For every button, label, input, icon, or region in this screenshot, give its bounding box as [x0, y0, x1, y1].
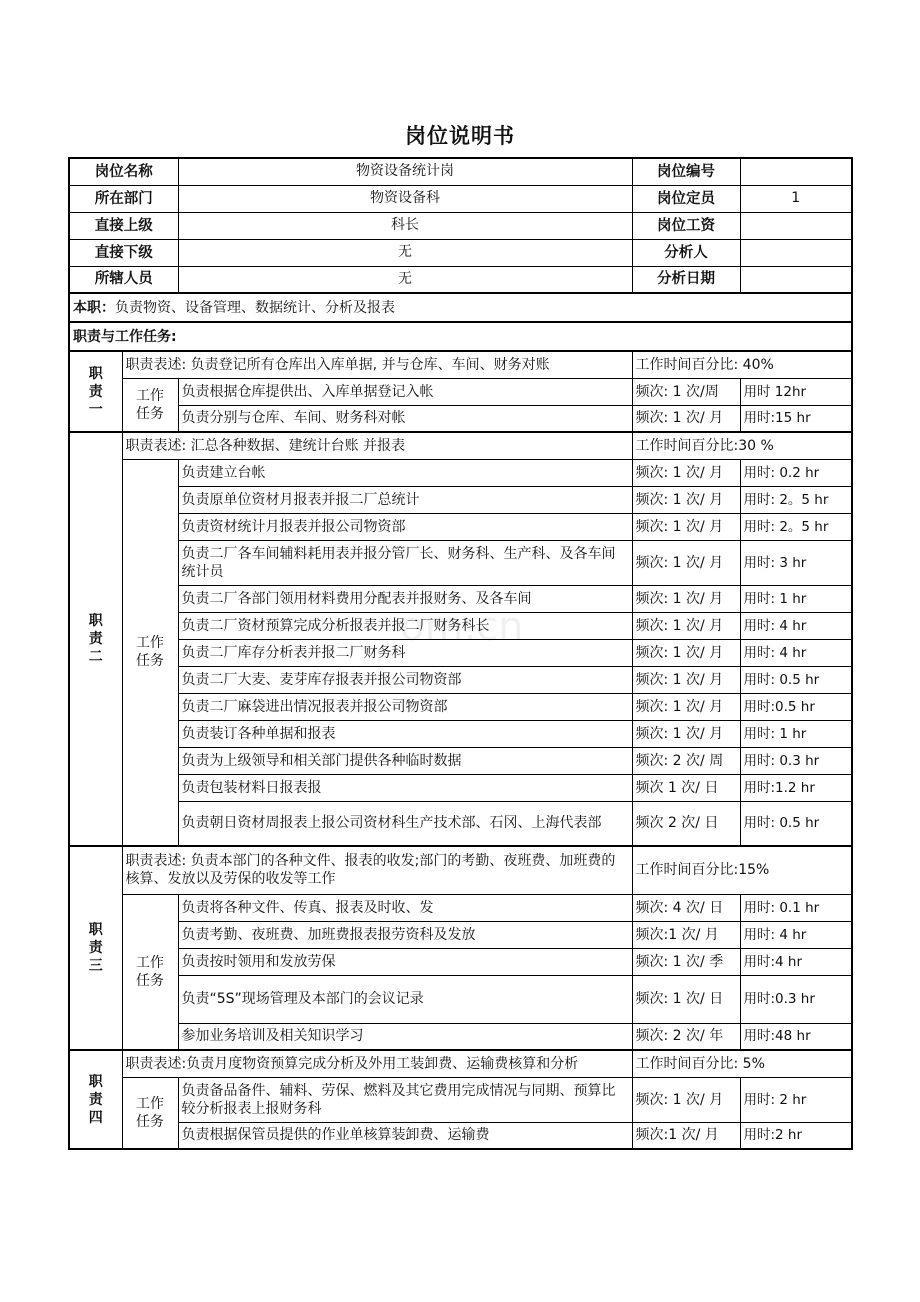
task-hours: 用时: 1 hr	[740, 585, 852, 612]
task-label-part: 任务	[136, 653, 164, 670]
task-hours: 用时: 0.5 hr	[740, 801, 852, 846]
task-label	[122, 459, 178, 846]
info-row	[69, 185, 852, 212]
responsibility-desc-row	[69, 432, 852, 459]
task-text: 负责二厂各车间辅料耗用表并报分管厂长、财务科、生产科、及各车间统计员	[178, 540, 632, 585]
info-label: 所在部门	[69, 185, 178, 212]
task-frequency: 频次: 1 次/ 月	[632, 540, 740, 585]
task-label	[122, 378, 178, 432]
section-title: 职责与工作任务:	[69, 322, 852, 351]
task-frequency: 频次: 1 次/ 日	[632, 975, 740, 1023]
work-time-percent: 工作时间百分比:15%	[632, 846, 852, 894]
task-row	[69, 666, 852, 693]
task-row	[69, 720, 852, 747]
info-label: 所辖人员	[69, 266, 178, 293]
task-frequency: 频次:1 次/ 月	[632, 1122, 740, 1149]
task-frequency: 频次: 1 次/ 月	[632, 486, 740, 513]
task-hours: 用时:0.5 hr	[740, 693, 852, 720]
responsibility-head-char: 责	[88, 383, 103, 400]
task-label-part: 任务	[136, 1113, 164, 1130]
work-time-percent: 工作时间百分比: 40%	[632, 351, 852, 378]
task-frequency: 频次 1 次/ 日	[632, 774, 740, 801]
task-hours: 用时: 1 hr	[740, 720, 852, 747]
task-label-part: 工作	[136, 954, 164, 971]
task-row	[69, 894, 852, 921]
duty-label: 本职：	[73, 299, 115, 316]
info-value: 无	[178, 266, 632, 293]
task-text: 负责按时领用和发放劳保	[178, 948, 632, 975]
responsibility-head-char: 一	[88, 401, 103, 418]
task-frequency: 频次:1 次/ 月	[632, 921, 740, 948]
responsibility-head-char: 三	[88, 958, 103, 974]
responsibility-desc-row	[69, 846, 852, 894]
task-row	[69, 801, 852, 846]
task-text: 负责将各种文件、传真、报表及时收、发	[178, 894, 632, 921]
task-row	[69, 639, 852, 666]
task-text: 负责考勤、夜班费、加班费报表报劳资科及发放	[178, 921, 632, 948]
task-frequency: 频次: 1 次/周	[632, 378, 740, 405]
task-hours: 用时:0.3 hr	[740, 975, 852, 1023]
task-row	[69, 612, 852, 639]
task-row	[69, 1023, 852, 1050]
task-hours: 用时:1.2 hr	[740, 774, 852, 801]
task-hours: 用时: 0.5 hr	[740, 666, 852, 693]
task-row	[69, 774, 852, 801]
task-hours: 用时: 4 hr	[740, 612, 852, 639]
task-frequency: 频次: 1 次/ 月	[632, 639, 740, 666]
responsibility-desc-row	[69, 1050, 852, 1077]
info-value	[740, 212, 852, 239]
task-text: 负责备品备件、辅料、劳保、燃料及其它费用完成情况与同期、预算比较分析报表上报财务科	[178, 1077, 632, 1122]
responsibility-head	[69, 1050, 122, 1149]
task-text: 负责建立台帐	[178, 459, 632, 486]
info-row	[69, 212, 852, 239]
info-label: 岗位定员	[632, 185, 740, 212]
task-text: 负责“5S”现场管理及本部门的会议记录	[178, 975, 632, 1023]
responsibility-desc: 职责表述: 负责本部门的各种文件、报表的收发;部门的考勤、夜班费、加班费的核算、发放以及劳保的收发等工作	[122, 846, 632, 894]
task-row	[69, 948, 852, 975]
responsibility-head-char: 职	[88, 365, 103, 382]
task-hours: 用时: 2。5 hr	[740, 486, 852, 513]
info-label: 岗位名称	[69, 158, 178, 185]
info-value: 物资设备统计岗	[178, 158, 632, 185]
task-hours: 用时: 0.2 hr	[740, 459, 852, 486]
task-frequency: 频次: 1 次/ 月	[632, 513, 740, 540]
info-row	[69, 239, 852, 266]
document-title: 岗位说明书	[405, 124, 515, 148]
task-frequency: 频次: 4 次/ 日	[632, 894, 740, 921]
responsibility-head-char: 四	[88, 1109, 103, 1126]
task-row	[69, 405, 852, 432]
task-hours: 用时:2 hr	[740, 1122, 852, 1149]
responsibility-head-char: 二	[88, 649, 103, 665]
task-label-part: 工作	[136, 635, 164, 652]
responsibility-head	[69, 846, 122, 1050]
task-row	[69, 1077, 852, 1122]
task-hours: 用时:4 hr	[740, 948, 852, 975]
task-row	[69, 693, 852, 720]
responsibility-desc: 职责表述:负责月度物资预算完成分析及外用工装卸费、运输费核算和分析	[122, 1050, 632, 1077]
task-row	[69, 513, 852, 540]
task-hours: 用时: 0.1 hr	[740, 894, 852, 921]
responsibility-head	[69, 351, 122, 432]
watermark: om.cn	[400, 604, 524, 650]
info-label: 分析日期	[632, 266, 740, 293]
task-row	[69, 585, 852, 612]
task-text: 负责二厂资材预算完成分析报表并报二厂财务科长	[178, 612, 632, 639]
task-frequency: 频次 2 次/ 日	[632, 801, 740, 846]
task-hours: 用时 12hr	[740, 378, 852, 405]
task-hours: 用时: 2 hr	[740, 1077, 852, 1122]
task-frequency: 频次: 1 次/ 月	[632, 459, 740, 486]
task-text: 负责根据仓库提供出、入库单据登记入帐	[178, 378, 632, 405]
task-text: 负责为上级领导和相关部门提供各种临时数据	[178, 747, 632, 774]
task-text: 参加业务培训及相关知识学习	[178, 1023, 632, 1050]
task-hours: 用时: 4 hr	[740, 921, 852, 948]
task-label-part: 任务	[136, 972, 164, 989]
responsibility-head	[69, 432, 122, 846]
task-text: 负责根据保管员提供的作业单核算装卸费、运输费	[178, 1122, 632, 1149]
work-time-percent: 工作时间百分比:30 %	[632, 432, 852, 459]
info-label: 直接下级	[69, 239, 178, 266]
responsibility-head-char: 责	[88, 1091, 103, 1108]
task-frequency: 频次: 1 次/ 季	[632, 948, 740, 975]
task-row	[69, 921, 852, 948]
task-label	[122, 894, 178, 1050]
info-label: 岗位编号	[632, 158, 740, 185]
task-frequency: 频次: 1 次/ 月	[632, 585, 740, 612]
task-text: 负责二厂大麦、麦芽库存报表并报公司物资部	[178, 666, 632, 693]
task-row	[69, 747, 852, 774]
task-frequency: 频次: 1 次/ 月	[632, 1077, 740, 1122]
task-label-part: 任务	[136, 405, 164, 422]
task-hours: 用时:48 hr	[740, 1023, 852, 1050]
task-text: 负责资材统计月报表并报公司物资部	[178, 513, 632, 540]
info-value: 1	[740, 185, 852, 212]
info-row	[69, 158, 852, 185]
info-label: 岗位工资	[632, 212, 740, 239]
responsibility-head-char: 职	[88, 922, 103, 938]
task-hours: 用时: 2。5 hr	[740, 513, 852, 540]
task-row	[69, 975, 852, 1023]
task-text: 负责二厂库存分析表并报二厂财务科	[178, 639, 632, 666]
responsibility-desc: 职责表述: 负责登记所有仓库出入库单据, 并与仓库、车间、财务对账	[122, 351, 632, 378]
info-value: 科长	[178, 212, 632, 239]
task-frequency: 频次: 1 次/ 月	[632, 612, 740, 639]
task-hours: 用时: 4 hr	[740, 639, 852, 666]
task-hours: 用时:15 hr	[740, 405, 852, 432]
task-frequency: 频次: 1 次/ 月	[632, 405, 740, 432]
task-row	[69, 378, 852, 405]
task-text: 负责包装材料日报表报	[178, 774, 632, 801]
task-row	[69, 1122, 852, 1149]
info-value	[740, 158, 852, 185]
task-row	[69, 486, 852, 513]
task-hours: 用时: 0.3 hr	[740, 747, 852, 774]
info-value	[740, 239, 852, 266]
responsibility-desc-row	[69, 351, 852, 378]
task-hours: 用时: 3 hr	[740, 540, 852, 585]
responsibility-head-char: 职	[88, 613, 103, 629]
duty-text: 负责物资、设备管理、数据统计、分析及报表	[115, 299, 395, 316]
task-text: 负责原单位资材月报表并报二厂总统计	[178, 486, 632, 513]
task-row	[69, 540, 852, 585]
task-frequency: 频次: 2 次/ 年	[632, 1023, 740, 1050]
duty-row	[69, 293, 852, 322]
info-label: 直接上级	[69, 212, 178, 239]
job-description-table	[68, 157, 853, 1150]
task-label	[122, 1077, 178, 1149]
responsibility-desc: 职责表述: 汇总各种数据、建统计台账 并报表	[122, 432, 632, 459]
task-text: 负责二厂麻袋进出情况报表并报公司物资部	[178, 693, 632, 720]
task-text: 负责分别与仓库、车间、财务科对帐	[178, 405, 632, 432]
work-time-percent: 工作时间百分比: 5%	[632, 1050, 852, 1077]
task-frequency: 频次: 1 次/ 月	[632, 720, 740, 747]
task-text: 负责装订各种单据和报表	[178, 720, 632, 747]
responsibility-head-char: 责	[88, 940, 103, 956]
responsibility-head-char: 职	[88, 1073, 103, 1090]
task-frequency: 频次: 2 次/ 周	[632, 747, 740, 774]
task-text: 负责二厂各部门领用材料费用分配表并报财务、及各车间	[178, 585, 632, 612]
info-row	[69, 266, 852, 293]
task-label-part: 工作	[136, 387, 164, 404]
task-text: 负责朝日资材周报表上报公司资材科生产技术部、石冈、上海代表部	[178, 801, 632, 846]
responsibility-head-char: 责	[88, 631, 103, 647]
task-frequency: 频次: 1 次/ 月	[632, 693, 740, 720]
task-row	[69, 459, 852, 486]
info-value: 无	[178, 239, 632, 266]
task-label-part: 工作	[136, 1095, 164, 1112]
info-label: 分析人	[632, 239, 740, 266]
task-frequency: 频次: 1 次/ 月	[632, 666, 740, 693]
info-value: 物资设备科	[178, 185, 632, 212]
info-value	[740, 266, 852, 293]
